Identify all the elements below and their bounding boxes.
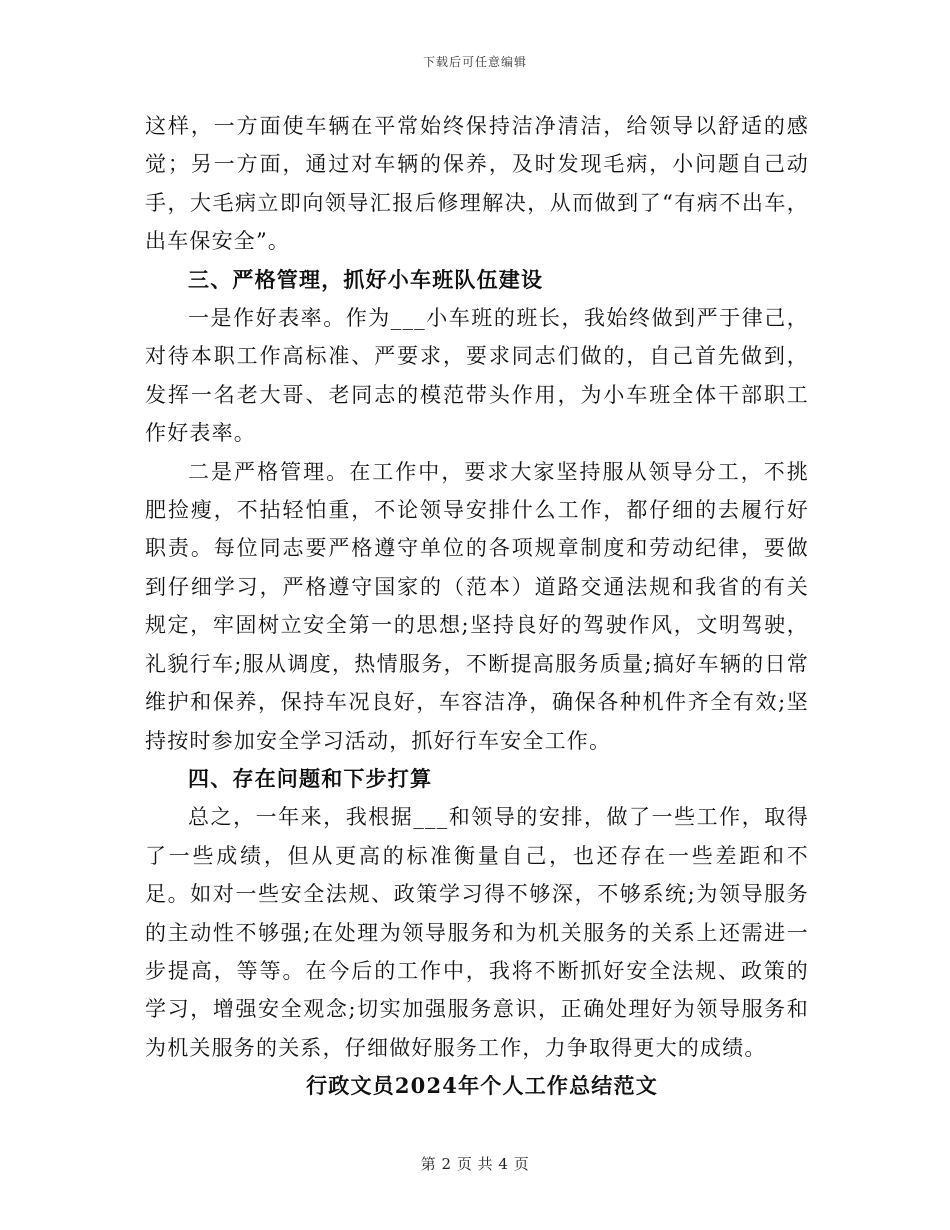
paragraph-vehicle-maintenance: 这样，一方面使车辆在平常始终保持洁净清洁，给领导以舒适的感觉；另一方面，通过对车辆的保养，及时发现毛病，小问题自己动手，大毛病立即向领导汇报后修理解决，从而做到了“有病不出车，出车保安全”。 <box>145 114 809 254</box>
page-number: 第 2 页 共 4 页 <box>420 1155 530 1173</box>
paragraph-summary: 总之，一年来，我根据___和领导的安排，做了一些工作，取得了一些成绩，但从更高的标准衡量自己，也还存在一些差距和不足。如对一些安全法规、政策学习得不够深，不够系统;为领导服务的主动性不够强;在处理为领导服务和为机关服务的关系上还需进一步提高，等等。在今后的工作中，我将不断抓好安全法规、政策的学习，增强安全观念;切实加强服务意识，正确处理好为领导服务和为机关服务的关系，仔细做好服务工作，力争取得更大的成绩。 <box>145 805 809 1060</box>
document-body <box>145 107 809 1106</box>
paragraph-strict-management: 二是严格管理。在工作中，要求大家坚持服从领导分工，不挑肥捡瘦，不拈轻怕重，不论领导安排什么工作，都仔细的去履行好职责。每位同志要严格遵守单位的各项规章制度和劳动纪律，要做到仔细学习，严格遵守国家的（范本）道路交通法规和我省的有关规定，牢固树立安全第一的思想;坚持良好的驾驶作风，文明驾驶，礼貌行车;服从调度，热情服务，不断提高服务质量;搞好车辆的日常维护和保养，保持车况良好，车容洁净，确保各种机件齐全有效;坚持按时参加安全学习活动，抓好行车安全工作。 <box>145 459 809 753</box>
header-note: 下载后可任意编辑 <box>422 55 527 69</box>
section-heading-4: 四、存在问题和下步打算 <box>188 765 433 791</box>
next-document-title: 行政文员2024年个人工作总结范文 <box>306 1073 658 1099</box>
paragraph-set-example: 一是作好表率。作为___小车班的班长，我始终做到严于律己，对待本职工作高标准、严要求，要求同志们做的，自己首先做到，发挥一名老大哥、老同志的模范带头作用，为小车班全体干部职工作好表率。 <box>145 306 809 446</box>
section-heading-3: 三、严格管理，抓好小车班队伍建设 <box>188 266 544 292</box>
